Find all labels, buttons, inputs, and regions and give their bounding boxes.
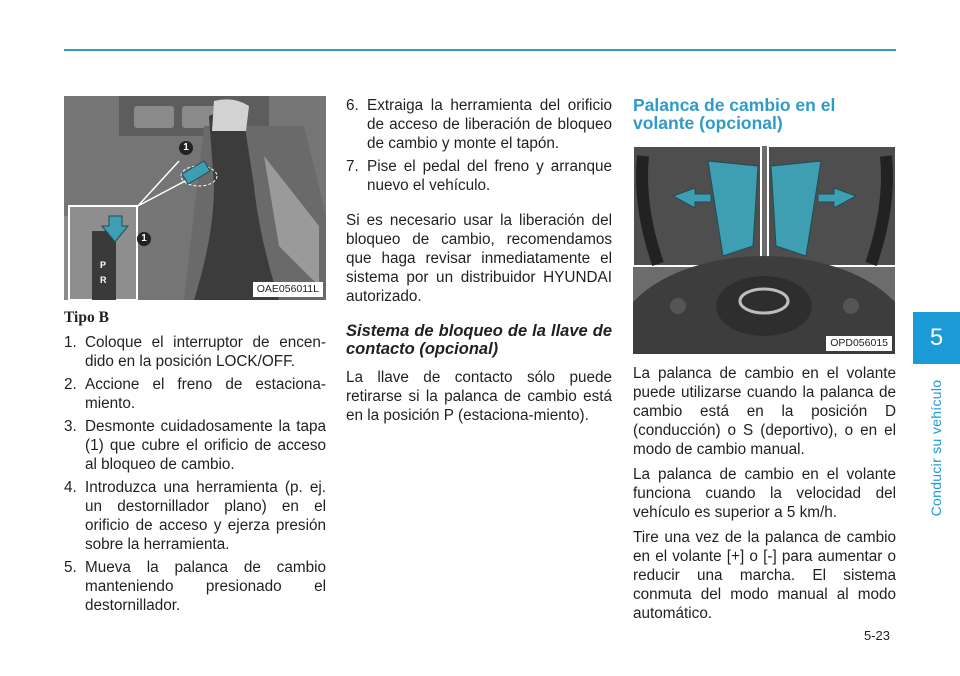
step-text: Pise el pedal del freno y arranque nuevo el vehículo. [367, 158, 612, 194]
key-lock-paragraph: La llave de contacto sólo puede retirarse si la palanca de cambio está en la posición P (estaciona-miento). [346, 369, 612, 424]
step-text: Mueva la palanca de cambio manteniendo presionado el destornillador. [85, 559, 326, 614]
list-item [64, 558, 326, 615]
paragraph: La palanca de cambio en el volante funciona cuando la velocidad del vehículo es superior a 5 km/h. [633, 466, 896, 521]
step-number: 6. [346, 97, 359, 114]
step-number: 7. [346, 158, 359, 175]
callout-1: 1 [141, 233, 147, 244]
gear-letter: P [100, 260, 107, 270]
chapter-number: 5 [929, 324, 944, 351]
step-text: Accione el freno de estaciona-miento. [85, 376, 326, 412]
step-text: Introduzca una herramienta (p. ej. un destornillador plano) en el orificio de acceso y ejerza presión sobre la herramienta. [85, 479, 326, 553]
key-lock-heading: Sistema de bloqueo de la llave de contacto (opcional) [346, 322, 612, 358]
figure-caption: OPD056015 [826, 336, 892, 351]
list-item [64, 417, 326, 474]
left-column [64, 96, 326, 619]
chapter-number-tab[interactable] [913, 312, 960, 364]
step-text: Coloque el interruptor de encen-dido en la posición LOCK/OFF. [85, 334, 326, 370]
list-item [64, 333, 326, 371]
step-text: Extraiga la herramienta del orificio de acceso de liberación de bloqueo de cambio y monte el tapón. [367, 97, 612, 152]
paddle-shifter-illustration [633, 146, 895, 354]
chapter-title: Conducir su vehículo [928, 379, 944, 517]
callout-1: 1 [183, 142, 189, 153]
list-item [64, 375, 326, 413]
step-number: 1. [64, 334, 77, 351]
list-item [346, 96, 612, 153]
top-rule [64, 49, 896, 51]
recommendation-paragraph: Si es necesario usar la liberación del bloqueo de cambio, recomendamos que haga revisar inmediatamente el sistema por un distribuidor HYUNDAI autorizado. [346, 212, 612, 305]
list-item [346, 157, 612, 195]
paragraph: Tire una vez de la palanca de cambio en el volante [+] o [-] para aumentar o reducir una marcha. El sistema conmuta del modo manual al modo automático. [633, 529, 896, 622]
subheading-tipo: Tipo B [64, 309, 109, 326]
step-number: 5. [64, 559, 77, 576]
gear-letter: R [100, 275, 107, 285]
step-number: 4. [64, 479, 77, 496]
paddle-shifter-photo [633, 146, 895, 354]
steps-list [346, 96, 612, 195]
step-text: Desmonte cuidadosamente la tapa (1) que cubre el orificio de acceso al bloqueo de cambio. [85, 418, 326, 473]
list-item [64, 478, 326, 554]
steps-list [64, 333, 326, 615]
right-column [633, 96, 896, 629]
middle-column [346, 96, 612, 431]
step-number: 3. [64, 418, 77, 435]
step-number: 2. [64, 376, 77, 393]
shift-lock-photo [64, 96, 326, 300]
page-number: 5-23 [864, 628, 891, 643]
figure-caption: OAE056011L [253, 282, 323, 297]
paragraph: La palanca de cambio en el volante puede utilizarse cuando la palanca de cambio está en la posición D (conducción) o S (deportivo), o en el modo de cambio manual. [633, 365, 896, 458]
section-heading: Palanca de cambio en el volante (opcional) [633, 95, 836, 133]
